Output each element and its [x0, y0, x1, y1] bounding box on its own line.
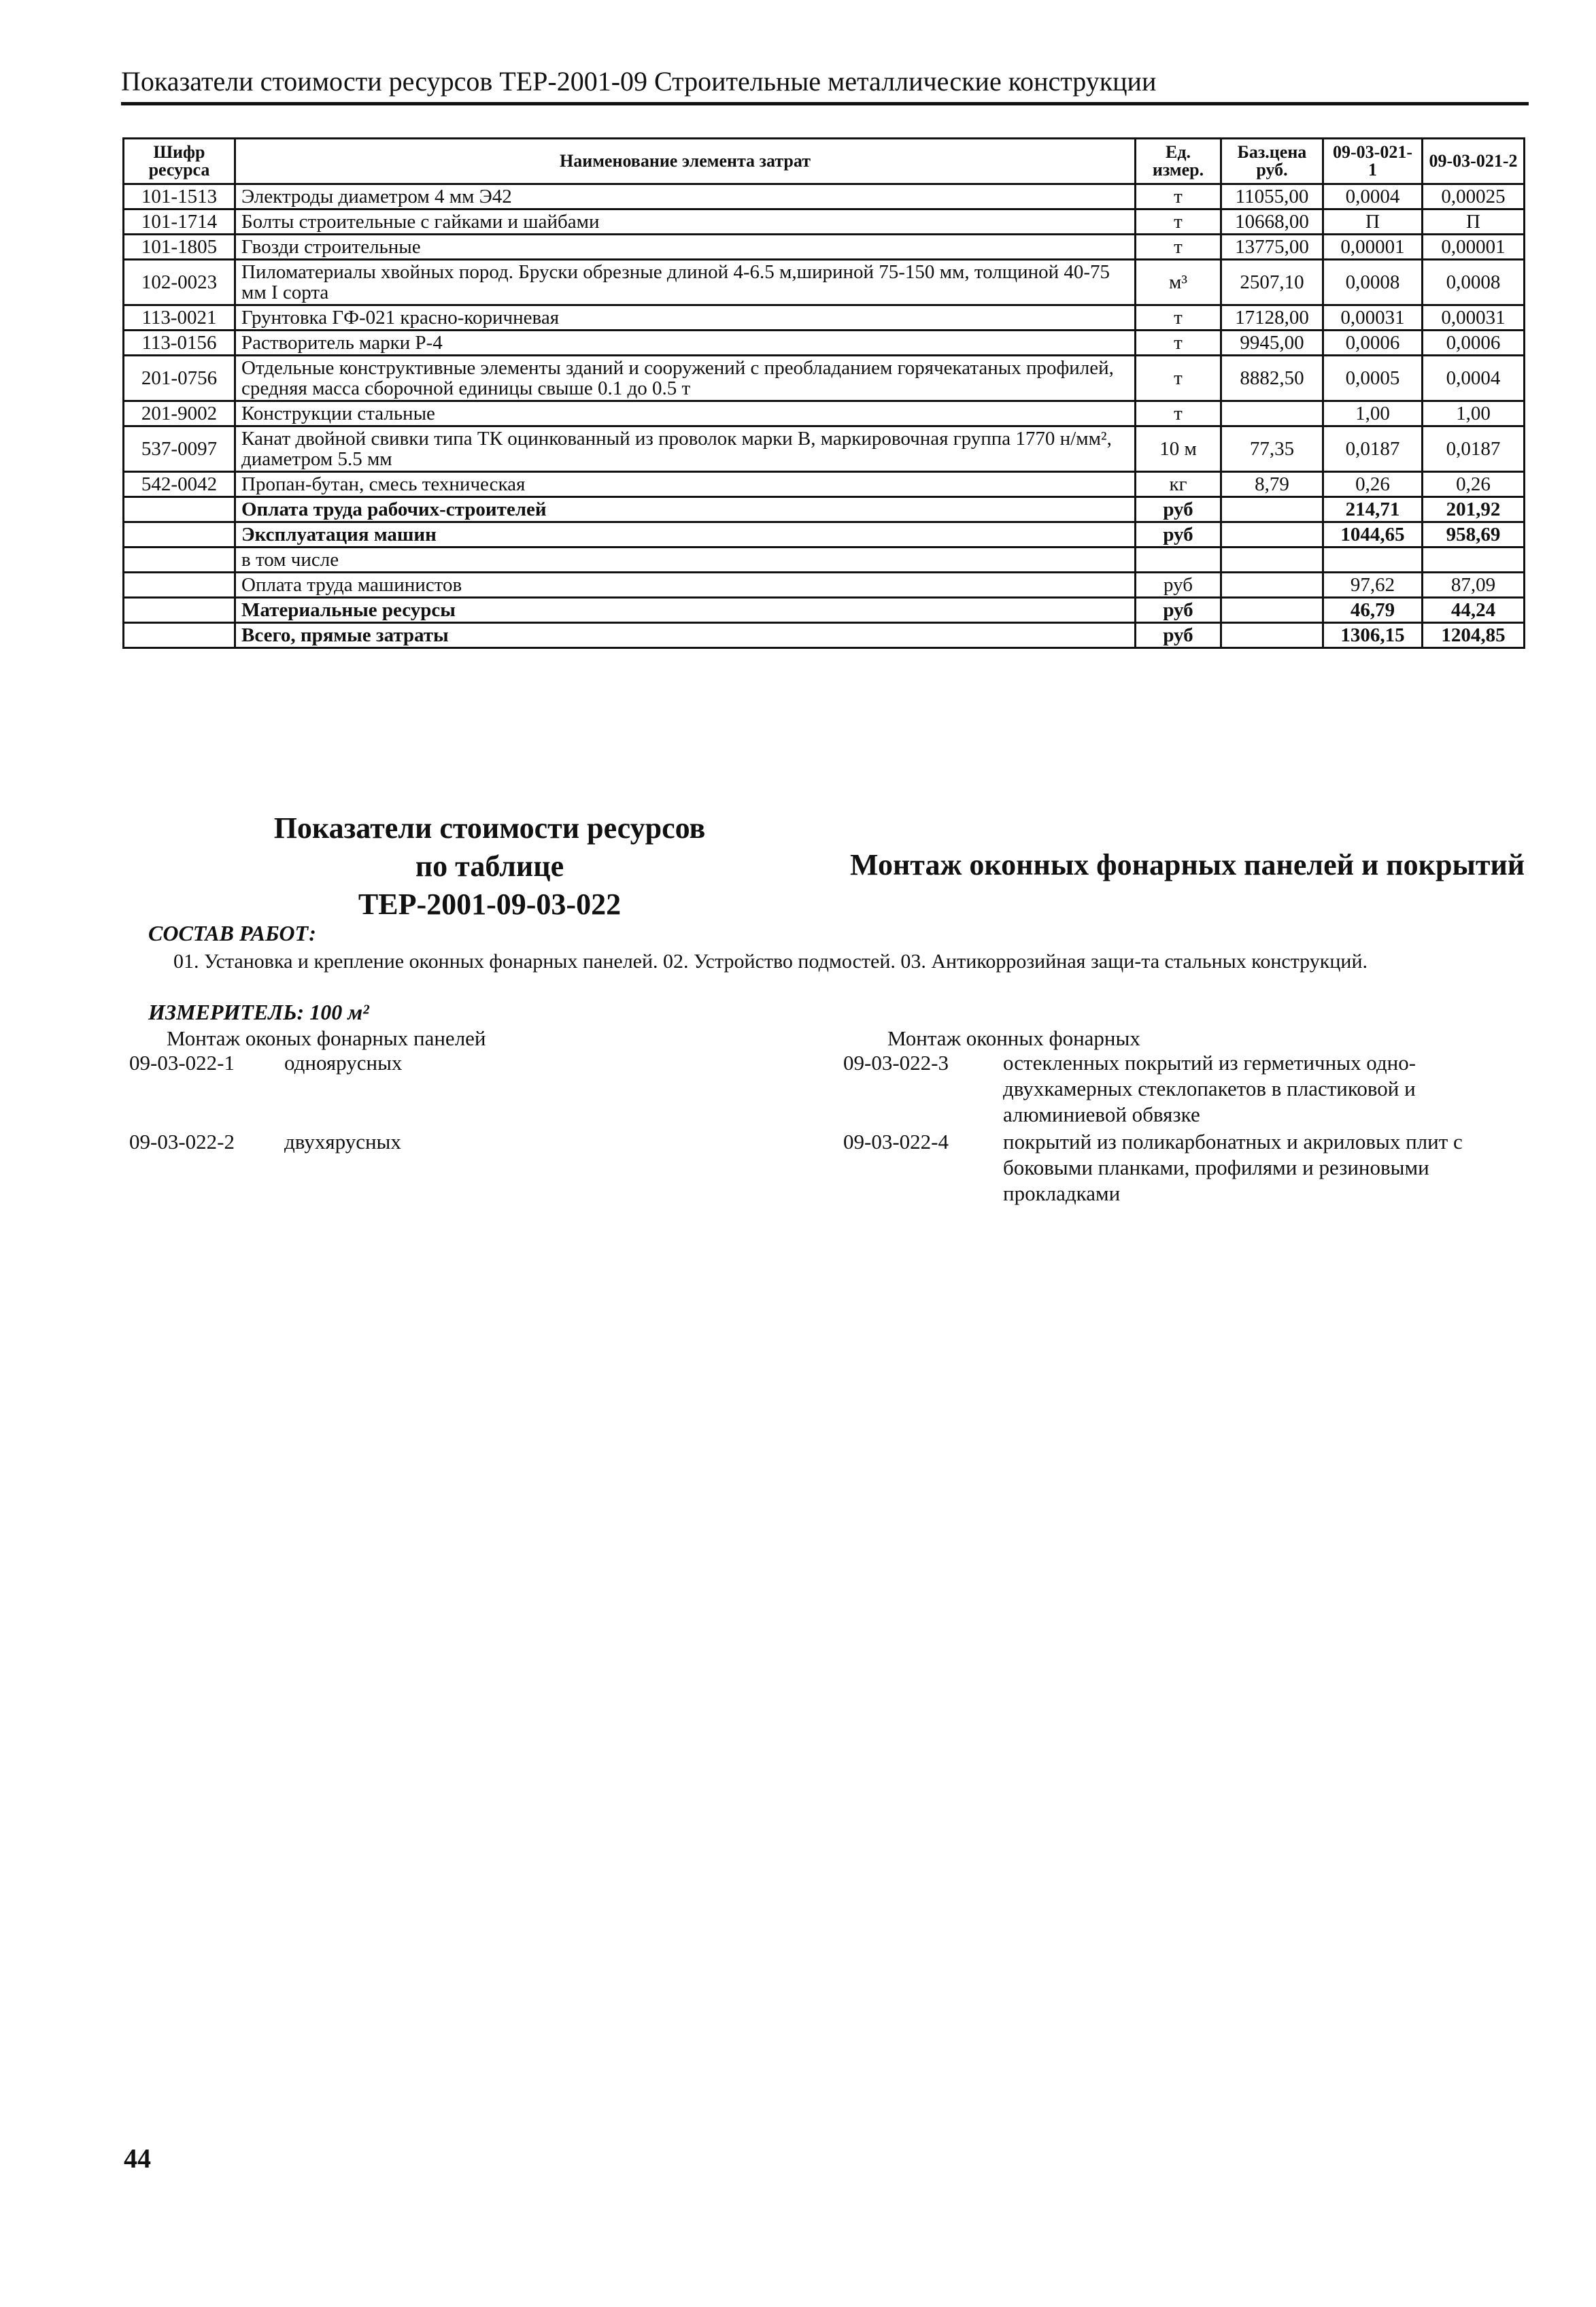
summary-row	[124, 548, 1525, 573]
cell-code-empty	[124, 573, 235, 598]
section-title-left	[245, 809, 734, 924]
cell-unit: т	[1136, 401, 1221, 426]
right-group-title: Монтаж оконных фонарных	[887, 1026, 1140, 1050]
measure-value: 100 м²	[309, 1000, 369, 1024]
cell-unit: руб	[1136, 598, 1221, 623]
cell-v1: 0,26	[1323, 472, 1423, 497]
section-title-line-3: ТЕР-2001-09-03-022	[358, 888, 622, 921]
cell-unit: т	[1136, 235, 1221, 260]
cell-unit: руб	[1136, 623, 1221, 648]
cell-code-empty	[124, 548, 235, 573]
cell-v2: 0,00025	[1423, 184, 1525, 209]
cell-v1: 0,0004	[1323, 184, 1423, 209]
cell-unit: 10 м	[1136, 426, 1221, 472]
table-row	[124, 356, 1525, 401]
cell-code: 101-1714	[124, 209, 235, 235]
item-text: двухярусных	[284, 1130, 401, 1154]
cell-unit	[1136, 548, 1221, 573]
section-title-line-1: Показатели стоимости ресурсов	[273, 811, 706, 845]
cell-name: Оплата труда машинистов	[235, 573, 1136, 598]
section-title-right: Монтаж оконных фонарных панелей и покрытий	[850, 848, 1525, 881]
summary-row	[124, 573, 1525, 598]
cell-v2: 87,09	[1423, 573, 1525, 598]
summary-row	[124, 497, 1525, 522]
cell-v1: 1,00	[1323, 401, 1423, 426]
cell-v1: 0,0008	[1323, 260, 1423, 305]
cell-code-empty	[124, 623, 235, 648]
table-row	[124, 305, 1525, 331]
summary-row	[124, 598, 1525, 623]
cell-name: Болты строительные с гайками и шайбами	[235, 209, 1136, 235]
table-row	[124, 401, 1525, 426]
table-row	[124, 472, 1525, 497]
section-title-line-2: по таблице	[415, 849, 564, 883]
cell-name: Гвозди строительные	[235, 235, 1136, 260]
cell-name: Канат двойной свивки типа ТК оцинкованный из проволок марки В, маркировочная группа 1770 н/мм², диаметром 5.5 мм	[235, 426, 1136, 472]
cell-v1: 0,00001	[1323, 235, 1423, 260]
cell-v2: 44,24	[1423, 598, 1525, 623]
cell-name: в том числе	[235, 548, 1136, 573]
header-rule	[121, 102, 1529, 105]
item-text: остекленных покрытий из герметичных одно-двухкамерных стеклопакетов в пластиковой и алюминиевой обвязке	[1003, 1051, 1416, 1126]
measure-line	[148, 1000, 369, 1025]
cell-v2: П	[1423, 209, 1525, 235]
header-col2: 09-03-021-2	[1423, 139, 1525, 184]
table-row	[124, 209, 1525, 235]
cell-name: Конструкции стальные	[235, 401, 1136, 426]
cell-code: 101-1805	[124, 235, 235, 260]
cell-v1: 0,0006	[1323, 331, 1423, 356]
cell-code: 542-0042	[124, 472, 235, 497]
cell-name: Растворитель марки Р-4	[235, 331, 1136, 356]
cell-price-empty	[1221, 497, 1323, 522]
cell-name: Пиломатериалы хвойных пород. Бруски обрезные длиной 4-6.5 м,шириной 75-150 мм, толщиной 40-75 мм I сорта	[235, 260, 1136, 305]
item-text: покрытий из поликарбонатных и акриловых плит с боковыми планками, профилями и резиновыми прокладками	[1003, 1130, 1463, 1205]
table-row	[124, 426, 1525, 472]
cell-code-empty	[124, 598, 235, 623]
cell-v2: 0,0004	[1423, 356, 1525, 401]
cell-v1	[1323, 548, 1423, 573]
cell-price-empty	[1221, 623, 1323, 648]
item-code: 09-03-022-1	[129, 1051, 235, 1075]
item-code: 09-03-022-2	[129, 1130, 235, 1154]
table-row	[124, 260, 1525, 305]
cell-unit: руб	[1136, 573, 1221, 598]
cell-unit: руб	[1136, 522, 1221, 548]
cell-v2: 0,00031	[1423, 305, 1525, 331]
work-composition-text: 01. Установка и крепление оконных фонарных панелей. 02. Устройство подмостей. 03. Антикоррозийная защи-та стальных конструкций.	[173, 950, 1368, 973]
cell-code: 201-9002	[124, 401, 235, 426]
running-header: Показатели стоимости ресурсов ТЕР-2001-09 Строительные металлические конструкции	[121, 66, 1157, 97]
resource-table	[122, 137, 1525, 649]
cell-price	[1221, 401, 1323, 426]
cell-v2: 0,0006	[1423, 331, 1525, 356]
cell-unit: т	[1136, 331, 1221, 356]
cell-price: 10668,00	[1221, 209, 1323, 235]
cell-v1: 1306,15	[1323, 623, 1423, 648]
item-code: 09-03-022-4	[843, 1130, 949, 1154]
cell-price: 8882,50	[1221, 356, 1323, 401]
left-group-title: Монтаж оконых фонарных панелей	[167, 1026, 486, 1050]
cell-v2: 0,00001	[1423, 235, 1525, 260]
cell-name: Материальные ресурсы	[235, 598, 1136, 623]
cell-price-empty	[1221, 548, 1323, 573]
cell-name: Оплата труда рабочих-строителей	[235, 497, 1136, 522]
cell-v1: 0,00031	[1323, 305, 1423, 331]
cell-price: 2507,10	[1221, 260, 1323, 305]
cell-name: Эксплуатация машин	[235, 522, 1136, 548]
cell-price-empty	[1221, 598, 1323, 623]
cell-name: Всего, прямые затраты	[235, 623, 1136, 648]
header-col1: 09-03-021-1	[1323, 139, 1423, 184]
cell-code: 113-0156	[124, 331, 235, 356]
cell-unit: т	[1136, 184, 1221, 209]
cell-price: 8,79	[1221, 472, 1323, 497]
cell-v1: 214,71	[1323, 497, 1423, 522]
cell-price: 13775,00	[1221, 235, 1323, 260]
table-row	[124, 235, 1525, 260]
measure-label: ИЗМЕРИТЕЛЬ:	[148, 1000, 305, 1024]
cell-v1: 97,62	[1323, 573, 1423, 598]
cell-v2: 0,0008	[1423, 260, 1525, 305]
cell-code: 101-1513	[124, 184, 235, 209]
item-code: 09-03-022-3	[843, 1051, 949, 1075]
cell-v2: 1,00	[1423, 401, 1525, 426]
cell-code: 537-0097	[124, 426, 235, 472]
table-row	[124, 184, 1525, 209]
cell-price: 17128,00	[1221, 305, 1323, 331]
cell-unit: руб	[1136, 497, 1221, 522]
cell-unit: т	[1136, 209, 1221, 235]
cell-unit: т	[1136, 356, 1221, 401]
cell-unit: кг	[1136, 472, 1221, 497]
cell-v2: 0,0187	[1423, 426, 1525, 472]
work-composition-label: СОСТАВ РАБОТ:	[148, 921, 316, 945]
header-unit: Ед. измер.	[1136, 139, 1221, 184]
cell-unit: т	[1136, 305, 1221, 331]
cell-name: Пропан-бутан, смесь техническая	[235, 472, 1136, 497]
cell-v1: 46,79	[1323, 598, 1423, 623]
cell-price: 77,35	[1221, 426, 1323, 472]
cell-code: 201-0756	[124, 356, 235, 401]
header-price: Баз.цена руб.	[1221, 139, 1323, 184]
cell-price-empty	[1221, 573, 1323, 598]
cell-code: 113-0021	[124, 305, 235, 331]
cell-name: Отдельные конструктивные элементы зданий и сооружений с преобладанием горячекатаных профилей, средняя масса сборочной единицы свыше 0.1 до 0.5 т	[235, 356, 1136, 401]
cell-code-empty	[124, 497, 235, 522]
cell-name: Электроды диаметром 4 мм Э42	[235, 184, 1136, 209]
cell-name: Грунтовка ГФ-021 красно-коричневая	[235, 305, 1136, 331]
cell-v1: 1044,65	[1323, 522, 1423, 548]
cell-v2: 0,26	[1423, 472, 1525, 497]
cell-v1: П	[1323, 209, 1423, 235]
page-number: 44	[124, 2143, 151, 2174]
cell-v1: 0,0005	[1323, 356, 1423, 401]
cell-code-empty	[124, 522, 235, 548]
cell-price: 11055,00	[1221, 184, 1323, 209]
cell-unit: м³	[1136, 260, 1221, 305]
cell-v2: 201,92	[1423, 497, 1525, 522]
summary-row	[124, 522, 1525, 548]
cell-v2	[1423, 548, 1525, 573]
item-text: одноярусных	[284, 1051, 403, 1075]
table-row	[124, 331, 1525, 356]
header-name: Наименование элемента затрат	[235, 139, 1136, 184]
cell-price-empty	[1221, 522, 1323, 548]
cell-v2: 1204,85	[1423, 623, 1525, 648]
cell-price: 9945,00	[1221, 331, 1323, 356]
cell-v2: 958,69	[1423, 522, 1525, 548]
cell-code: 102-0023	[124, 260, 235, 305]
cell-v1: 0,0187	[1323, 426, 1423, 472]
header-code: Шифр ресурса	[124, 139, 235, 184]
summary-row	[124, 623, 1525, 648]
